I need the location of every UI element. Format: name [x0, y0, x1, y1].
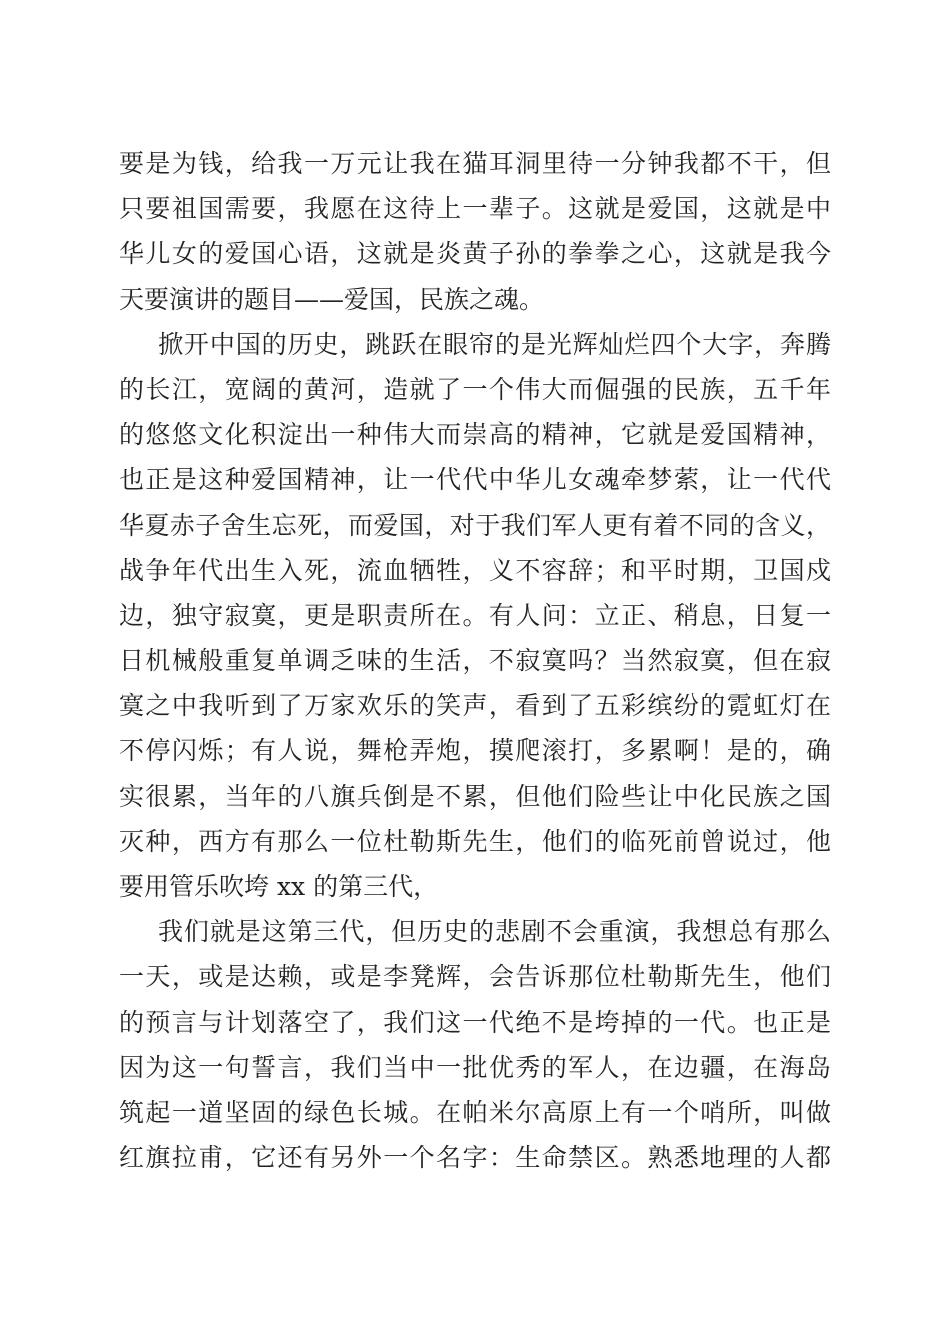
text-line: 要用管乐吹垮 xx 的第三代， [119, 872, 439, 901]
text-line: 一天，或是达赖，或是李凳辉，会告诉那位杜勒斯先生，他们 [119, 962, 831, 992]
text-line: 日机械般重复单调乏味的生活，不寂寞吗？当然寂寞，但在寂 [119, 646, 831, 676]
text-line: 我们就是这第三代，但历史的悲剧不会重演，我想总有那么 [158, 917, 831, 947]
text-line: 边，独守寂寞，更是职责所在。有人问：立正、稍息，日复一 [119, 600, 831, 630]
text-line: 不停闪烁；有人说，舞枪弄炮，摸爬滚打，多累啊！是的，确 [119, 736, 831, 766]
text-line: 实很累，当年的八旗兵倒是不累，但他们险些让中化民族之国 [119, 781, 831, 811]
text-line: 红旗拉甫，它还有另外一个名字：生命禁区。熟悉地理的人都 [119, 1143, 831, 1173]
text-line: 因为这一句誓言，我们当中一批优秀的军人，在边疆，在海岛 [119, 1052, 831, 1082]
text-line: 只要祖国需要，我愿在这待上一辈子。这就是爱国，这就是中 [119, 194, 831, 224]
text-line: 也正是这种爱国精神，让一代代中华儿女魂牵梦萦，让一代代 [119, 465, 831, 495]
text-line: 的长江，宽阔的黄河，造就了一个伟大而倔强的民族，五千年 [119, 374, 831, 404]
document-body [119, 141, 831, 1180]
text-line: 的悠悠文化积淀出一种伟大而崇高的精神，它就是爱国精神， [119, 420, 831, 450]
text-line: 华儿女的爱国心语，这就是炎黄子孙的拳拳之心，这就是我今 [119, 239, 831, 269]
text-line: 要是为钱，给我一万元让我在猫耳洞里待一分钟我都不干，但 [119, 149, 831, 178]
text-line: 华夏赤子舍生忘死，而爱国，对于我们军人更有着不同的含义， [119, 510, 831, 540]
text-line: 天要演讲的题目——爱国，民族之魂。 [119, 284, 545, 314]
text-line: 掀开中国的历史，跳跃在眼帘的是光辉灿烂四个大字，奔腾 [158, 329, 831, 359]
paragraph-2 [119, 322, 831, 909]
paragraph-3 [119, 909, 831, 1180]
text-line: 寞之中我听到了万家欢乐的笑声，看到了五彩缤纷的霓虹灯在 [119, 691, 831, 721]
text-line: 灭种，西方有那么一位杜勒斯先生，他们的临死前曾说过，他 [119, 826, 831, 856]
text-line: 的预言与计划落空了，我们这一代绝不是垮掉的一代。也正是 [119, 1007, 831, 1037]
text-line: 筑起一道坚固的绿色长城。在帕米尔高原上有一个哨所，叫做 [119, 1097, 831, 1127]
paragraph-1 [119, 141, 831, 322]
text-line: 战争年代出生入死，流血牺牲，义不容辞；和平时期，卫国戍 [119, 555, 831, 585]
